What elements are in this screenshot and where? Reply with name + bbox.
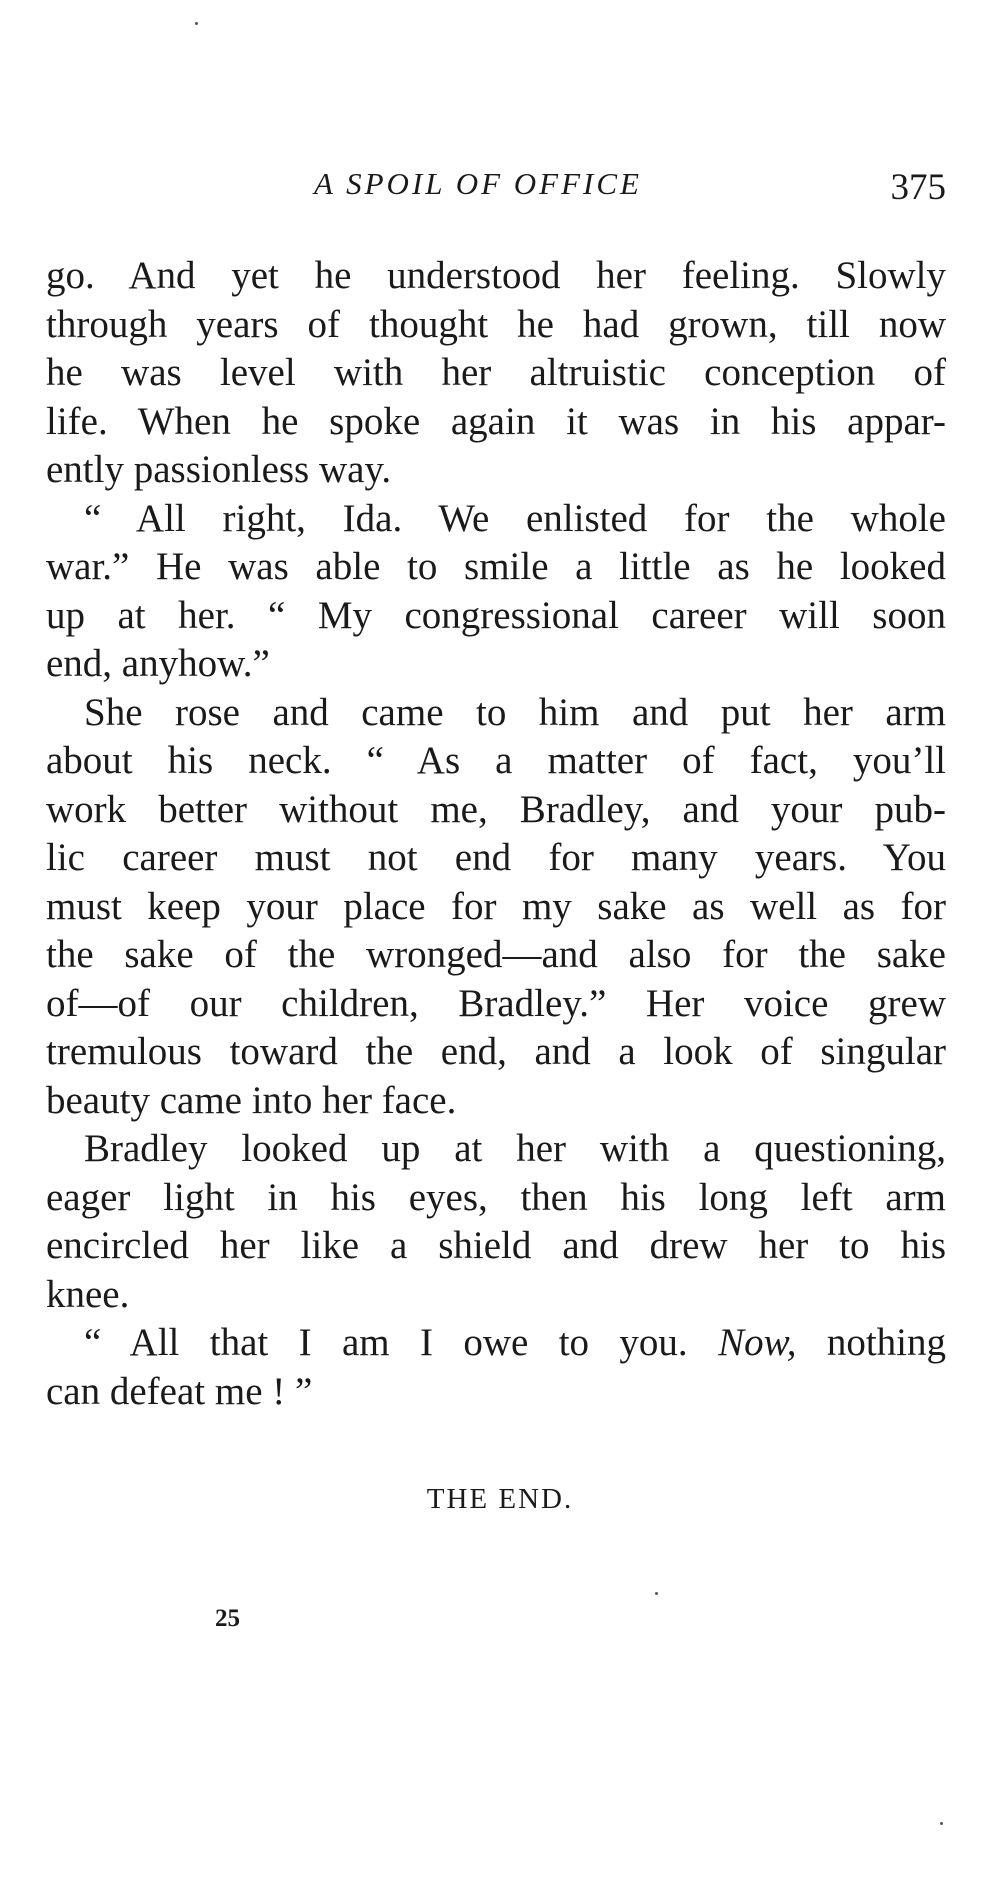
text-line: work better without me, Bradley, and your pub- <box>46 787 946 831</box>
emphasized-word: Now, <box>718 1321 797 1364</box>
paragraph-2 <box>46 495 946 689</box>
text-line: he was level with her altruistic conception of <box>46 351 946 394</box>
paper-speck <box>655 1592 658 1595</box>
text-line <box>46 1319 946 1368</box>
signature-mark: 25 <box>215 1605 240 1632</box>
text-line: about his neck. “ As a matter of fact, you’ll <box>46 739 946 782</box>
paper-speck <box>195 22 198 25</box>
paragraph-5 <box>46 1319 946 1416</box>
text-line: go. And yet he understood her feeling. Slowly <box>46 254 946 297</box>
text-line: the sake of the wronged—and also for the sake <box>46 933 946 976</box>
page-number: 375 <box>890 167 946 208</box>
closing-the-end: THE END. <box>426 1483 574 1515</box>
text-line: lic career must not end for many years. You <box>46 836 946 879</box>
running-head <box>46 166 946 216</box>
text-line: knee. <box>46 1272 130 1316</box>
text-line: end, anyhow.” <box>46 642 270 685</box>
text-line: of—of our children, Bradley.” Her voice grew <box>46 981 946 1025</box>
text-line: “ All right, Ida. We enlisted for the whole <box>84 496 946 540</box>
text-line: encircled her like a shield and drew her to his <box>46 1224 946 1267</box>
text-line: war.” He was able to smile a little as he looked <box>46 545 946 588</box>
text-line: can defeat me ! ” <box>46 1369 313 1413</box>
text-line: beauty came into her face. <box>46 1078 457 1122</box>
text-line: tremulous toward the end, and a look of singular <box>46 1030 946 1073</box>
text-line: must keep your place for my sake as well as for <box>46 884 946 928</box>
running-title: A SPOIL OF OFFICE <box>314 166 642 201</box>
text-line: ently passionless way. <box>46 448 392 491</box>
body-text <box>46 252 946 1416</box>
text-line: Bradley looked up at her with a questioning, <box>84 1127 946 1170</box>
line-text-after: nothing <box>796 1321 947 1364</box>
paragraph-3 <box>46 689 946 1126</box>
paragraph-4 <box>46 1125 946 1319</box>
text-line: life. When he spoke again it was in his appar- <box>46 399 946 443</box>
text-line: through years of thought he had grown, till now <box>46 302 946 346</box>
line-text-before: “ All that I am I owe to you. <box>84 1321 719 1364</box>
text-line: eager light in his eyes, then his long left arm <box>46 1175 946 1219</box>
paragraph-1 <box>46 252 946 495</box>
text-line: up at her. “ My congressional career will soon <box>46 593 946 637</box>
paper-speck <box>940 1822 943 1825</box>
text-line: She rose and came to him and put her arm <box>84 690 946 734</box>
